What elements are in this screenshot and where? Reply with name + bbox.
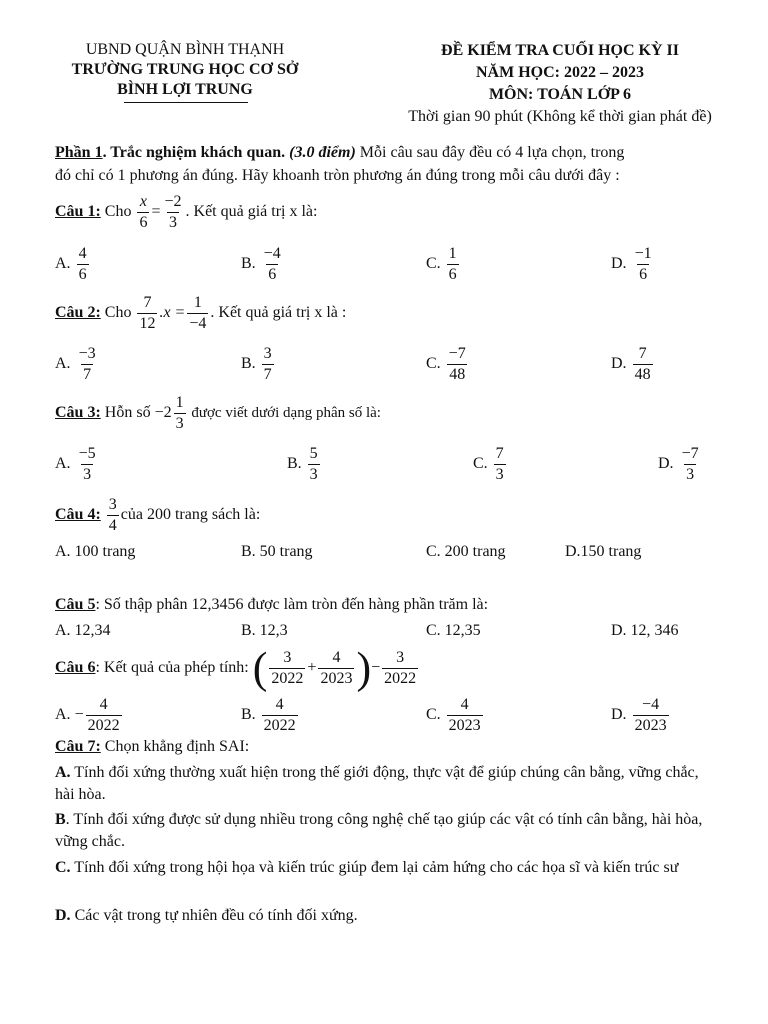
q7-option-d[interactable] bbox=[55, 905, 720, 927]
denominator: 2022 bbox=[263, 717, 296, 734]
fraction bbox=[494, 444, 506, 485]
q4-option-a[interactable]: A. 100 trang bbox=[55, 543, 136, 560]
fraction bbox=[107, 495, 119, 536]
question-text: Hỗn số bbox=[100, 404, 151, 422]
question-text: . Kết quả giá trị x là : bbox=[210, 304, 347, 322]
q5-option-c[interactable]: C. 12,35 bbox=[426, 622, 481, 639]
question-text: của 200 trang sách là: bbox=[120, 506, 261, 524]
equals-sign: = bbox=[151, 203, 161, 221]
header-divider bbox=[124, 102, 248, 103]
denominator: 2022 bbox=[87, 717, 120, 734]
question-text: được viết dưới dạng phân số là: bbox=[187, 405, 381, 422]
numerator: 1 bbox=[448, 245, 457, 262]
denominator: −4 bbox=[189, 315, 207, 332]
denominator: 2022 bbox=[384, 670, 417, 687]
q7-option-c[interactable] bbox=[55, 857, 720, 879]
numerator: 4 bbox=[78, 245, 87, 262]
option-letter: C. bbox=[426, 255, 441, 273]
q7-option-a[interactable] bbox=[55, 762, 720, 806]
numerator: −4 bbox=[263, 245, 281, 262]
denominator: 2023 bbox=[634, 717, 667, 734]
part1-title: Phần 1 bbox=[55, 144, 103, 161]
fraction bbox=[86, 695, 122, 736]
fraction bbox=[262, 344, 274, 385]
question-text: Chọn khẳng định SAI: bbox=[100, 738, 250, 755]
q1-option-d[interactable] bbox=[611, 244, 656, 285]
question-4 bbox=[55, 495, 725, 536]
question-label: Câu 3: bbox=[55, 404, 101, 422]
denominator: 48 bbox=[634, 366, 651, 383]
part1-instruction-1: Mỗi câu sau đây đều có 4 lựa chọn, trong bbox=[355, 144, 625, 161]
numerator: −4 bbox=[642, 696, 660, 713]
question-6 bbox=[55, 643, 725, 693]
denominator: 6 bbox=[139, 214, 148, 231]
district-name: UBND QUẬN BÌNH THẠNH bbox=[85, 41, 285, 58]
option-letter: C. bbox=[473, 455, 488, 473]
numerator: 4 bbox=[332, 649, 341, 666]
fraction bbox=[318, 648, 354, 689]
exam-time: Thời gian 90 phút (Không kể thời gian phát đề) bbox=[408, 108, 712, 125]
denominator: 4 bbox=[108, 517, 117, 534]
mixed-whole: −2 bbox=[154, 404, 172, 422]
option-letter: D. bbox=[611, 355, 627, 373]
denominator: 3 bbox=[686, 466, 695, 483]
denominator: 3 bbox=[309, 466, 318, 483]
option-letter: B. bbox=[241, 255, 256, 273]
option-letter: B. bbox=[241, 706, 256, 724]
denominator: 3 bbox=[175, 415, 184, 432]
q4-option-d[interactable]: D.150 trang bbox=[565, 543, 642, 560]
school-name: BÌNH LỢI TRUNG bbox=[117, 81, 253, 98]
option-letter: A. bbox=[55, 255, 71, 273]
denominator: 7 bbox=[83, 366, 92, 383]
minus-sign: − bbox=[371, 659, 381, 677]
part1-heading bbox=[55, 144, 725, 162]
part1-points: (3.0 điểm) bbox=[289, 144, 356, 161]
option-letter: A. bbox=[55, 455, 71, 473]
denominator: 6 bbox=[78, 266, 87, 283]
question-label: Câu 2: bbox=[55, 304, 101, 322]
fraction bbox=[174, 393, 186, 434]
numerator: 4 bbox=[460, 696, 469, 713]
exam-subject: MÔN: TOÁN LỚP 6 bbox=[488, 86, 632, 103]
fraction bbox=[262, 695, 298, 736]
plus-sign: + bbox=[307, 659, 317, 677]
q2-option-a[interactable] bbox=[55, 344, 100, 385]
denominator: 48 bbox=[449, 366, 466, 383]
option-letter: D. bbox=[611, 255, 627, 273]
question-label: Câu 7: bbox=[55, 738, 101, 755]
denominator: 3 bbox=[83, 466, 92, 483]
option-letter: B bbox=[55, 811, 66, 828]
question-3 bbox=[55, 393, 725, 434]
fraction bbox=[680, 444, 701, 485]
question-text: : Kết quả của phép tính: bbox=[95, 659, 249, 677]
fraction bbox=[77, 444, 98, 485]
option-letter: A. bbox=[55, 764, 71, 781]
numerator: 1 bbox=[193, 294, 202, 311]
option-text: Tính đối xứng thường xuất hiện trong thế giới động, thực vật để giúp chúng cân bằng, vững chắc, hài hòa. bbox=[55, 764, 699, 803]
option-letter: B. bbox=[287, 455, 302, 473]
option-letter: C. bbox=[426, 706, 441, 724]
option-text: . Tính đối xứng được sử dụng nhiều trong công nghệ chế tạo giúp các vật có tính cân bằng, hài hòa, vững chắc. bbox=[55, 811, 703, 850]
school-year: NĂM HỌC: 2022 – 2023 bbox=[476, 64, 644, 81]
denominator: 2023 bbox=[448, 717, 481, 734]
numerator: −5 bbox=[78, 445, 96, 462]
numerator: x bbox=[139, 193, 147, 210]
fraction bbox=[137, 293, 157, 334]
option-text: Tính đối xứng trong hội họa và kiến trúc giúp đem lại cảm hứng cho các họa sĩ và kiến trúc sư bbox=[70, 859, 679, 876]
numerator: −7 bbox=[681, 445, 699, 462]
right-paren: ) bbox=[356, 643, 372, 693]
minus-sign: − bbox=[74, 706, 84, 724]
q2-option-d[interactable] bbox=[611, 344, 655, 385]
question-1 bbox=[55, 192, 725, 233]
fraction bbox=[162, 192, 183, 233]
fraction bbox=[633, 244, 654, 285]
option-letter: C. bbox=[55, 859, 71, 876]
numerator: 7 bbox=[143, 294, 152, 311]
option-letter: D. bbox=[611, 706, 627, 724]
denominator: 6 bbox=[448, 266, 457, 283]
q1-option-a[interactable] bbox=[55, 244, 91, 285]
part1-subtitle: . Trắc nghiệm khách quan. bbox=[102, 144, 286, 161]
fraction bbox=[308, 444, 320, 485]
q6-option-a[interactable] bbox=[55, 695, 124, 736]
question-text: . Kết quả giá trị x là: bbox=[185, 203, 318, 221]
fraction bbox=[633, 344, 653, 385]
fraction bbox=[633, 695, 669, 736]
numerator: 4 bbox=[99, 696, 108, 713]
q3-option-c[interactable] bbox=[473, 444, 508, 485]
fraction bbox=[187, 293, 208, 334]
q1-option-b[interactable] bbox=[241, 244, 285, 285]
variable-x: .x = bbox=[159, 304, 186, 322]
denominator: 12 bbox=[139, 315, 156, 332]
fraction bbox=[447, 244, 459, 285]
denominator: 7 bbox=[263, 366, 272, 383]
option-letter: D. bbox=[55, 907, 71, 924]
question-label: Câu 5 bbox=[55, 596, 96, 613]
option-text: Các vật trong tự nhiên đều có tính đối xứng. bbox=[70, 907, 358, 924]
denominator: 3 bbox=[169, 214, 177, 231]
numerator: 4 bbox=[275, 696, 284, 713]
exam-title: ĐỀ KIỂM TRA CUỐI HỌC KỲ II bbox=[441, 42, 679, 59]
school-header bbox=[50, 40, 320, 100]
fraction bbox=[269, 648, 305, 689]
numerator: 3 bbox=[263, 345, 272, 362]
part1-instruction-2: đó chỉ có 1 phương án đúng. Hãy khoanh tròn phương án đúng trong mỗi câu dưới đây : bbox=[55, 167, 620, 184]
fraction bbox=[77, 244, 89, 285]
school-type: TRƯỜNG TRUNG HỌC CƠ SỞ bbox=[71, 61, 299, 78]
question-label: Câu 1: bbox=[55, 203, 101, 221]
exam-header bbox=[360, 40, 760, 128]
question-text: : Số thập phân 12,3456 được làm tròn đến hàng phần trăm là: bbox=[95, 596, 489, 613]
numerator: −3 bbox=[78, 345, 96, 362]
fraction bbox=[447, 344, 468, 385]
q3-option-d[interactable] bbox=[658, 444, 703, 485]
numerator: 3 bbox=[283, 649, 292, 666]
left-paren: ( bbox=[252, 643, 268, 693]
question-5 bbox=[55, 596, 725, 614]
q7-option-b[interactable] bbox=[55, 809, 720, 853]
denominator: 6 bbox=[268, 266, 277, 283]
question-label: Câu 6 bbox=[55, 659, 96, 677]
numerator: 5 bbox=[309, 445, 318, 462]
q4-option-b[interactable]: B. 50 trang bbox=[241, 543, 313, 560]
q3-option-a[interactable] bbox=[55, 444, 100, 485]
q5-option-b[interactable]: B. 12,3 bbox=[241, 622, 288, 639]
fraction bbox=[382, 648, 418, 689]
numerator: 7 bbox=[495, 445, 504, 462]
question-7 bbox=[55, 738, 725, 756]
denominator: 2022 bbox=[271, 670, 304, 687]
numerator: −7 bbox=[448, 345, 466, 362]
option-letter: C. bbox=[426, 355, 441, 373]
q6-option-d[interactable] bbox=[611, 695, 671, 736]
q2-option-b[interactable] bbox=[241, 344, 276, 385]
q6-option-c[interactable] bbox=[426, 695, 485, 736]
numerator: 1 bbox=[175, 394, 184, 411]
fraction bbox=[77, 344, 98, 385]
fraction bbox=[262, 244, 283, 285]
question-2 bbox=[55, 293, 725, 334]
fraction bbox=[447, 695, 483, 736]
question-text: Cho bbox=[100, 304, 132, 322]
q5-option-a[interactable]: A. 12,34 bbox=[55, 622, 111, 639]
fraction bbox=[137, 192, 149, 233]
denominator: 3 bbox=[495, 466, 504, 483]
question-label: Câu 4: bbox=[55, 506, 101, 524]
numerator: −2 bbox=[164, 193, 182, 210]
q2-option-c[interactable] bbox=[426, 344, 470, 385]
q1-option-c[interactable] bbox=[426, 244, 461, 285]
option-letter: B. bbox=[241, 355, 256, 373]
numerator: 7 bbox=[638, 345, 647, 362]
q3-option-b[interactable] bbox=[287, 444, 322, 485]
q4-option-c[interactable]: C. 200 trang bbox=[426, 543, 506, 560]
denominator: 2023 bbox=[320, 670, 353, 687]
numerator: −1 bbox=[634, 245, 652, 262]
numerator: 3 bbox=[108, 496, 117, 513]
numerator: 3 bbox=[396, 649, 405, 666]
q5-option-d[interactable]: D. 12, 346 bbox=[611, 622, 679, 639]
denominator: 6 bbox=[639, 266, 648, 283]
q6-option-b[interactable] bbox=[241, 695, 300, 736]
question-text: Cho bbox=[100, 203, 132, 221]
option-letter: D. bbox=[658, 455, 674, 473]
option-letter: A. bbox=[55, 706, 71, 724]
option-letter: A. bbox=[55, 355, 71, 373]
